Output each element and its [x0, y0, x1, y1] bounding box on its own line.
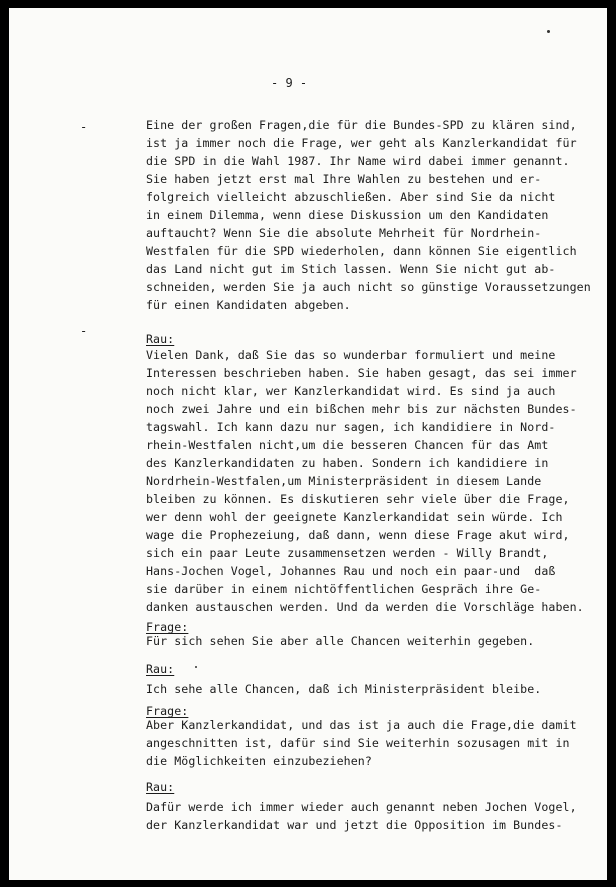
text-line: für einen Kandidaten abgeben. [146, 298, 351, 312]
page-number: - 9 - [271, 76, 308, 90]
text-line: das Land nicht gut im Stich lassen. Wenn Sie nicht gut ab- [146, 262, 556, 276]
text-line: danken austauschen werden. Und da werden die Vorschläge haben. [146, 600, 584, 614]
answer-3: Ich sehe alle Chancen, daß ich Ministerpräsident bleibe. [146, 682, 542, 696]
text-line: sich ein paar Leute zusammensetzen werden - Willy Brandt, [146, 546, 549, 560]
margin-mark: - [80, 120, 88, 134]
text-line: auftaucht? Wenn Sie die absolute Mehrheit für Nordrhein- [146, 226, 542, 240]
text-line: Dafür werde ich immer wieder auch genannt neben Jochen Vogel, [146, 800, 577, 814]
text-line: Nordrhein-Westfalen,um Ministerpräsident in diesem Lande [146, 474, 542, 488]
text-line: folgreich vielleicht abzuschließen. Aber sind Sie da nicht [146, 190, 556, 204]
scan-speck [195, 666, 197, 668]
margin-mark: - [80, 324, 88, 338]
text-line: sie darüber in einem nichtöffentlichen Gespräch ihre Ge- [146, 582, 542, 596]
text-line: Vielen Dank, daß Sie das so wunderbar formuliert und meine [146, 348, 556, 362]
text-line: in einem Dilemma, wenn diese Diskussion um den Kandidaten [146, 208, 549, 222]
text-line: Sie haben jetzt erst mal Ihre Wahlen zu bestehen und er- [146, 172, 542, 186]
text-line: wage die Prophezeiung, daß dann, wenn diese Frage akut wird, [146, 528, 570, 542]
text-line: der Kanzlerkandidat war und jetzt die Opposition im Bundes- [146, 818, 563, 832]
text-line: rhein-Westfalen nicht,um die besseren Chancen für das Amt [146, 438, 549, 452]
text-line: Eine der großen Fragen,die für die Bundes-SPD zu klären sind, [146, 118, 577, 132]
text-line: Hans-Jochen Vogel, Johannes Rau und noch ein paar-und daß [146, 564, 556, 578]
speaker-label: Frage: [146, 620, 189, 634]
text-line: bleiben zu können. Es diskutieren sehr viele über die Frage, [146, 492, 570, 506]
text-line: die SPD in die Wahl 1987. Ihr Name wird dabei immer genannt. [146, 154, 570, 168]
question-2: Für sich sehen Sie aber alle Chancen weiterhin gegeben. [146, 634, 535, 648]
text-line: angeschnitten ist, dafür sind Sie weiterhin sozusagen mit in [146, 736, 570, 750]
text-line: tagswahl. Ich kann dazu nur sagen, ich kandidiere in Nord- [146, 420, 556, 434]
speaker-label: Rau: [146, 662, 175, 676]
text-line: des Kanzlerkandidaten zu haben. Sondern ich kandidiere in [146, 456, 549, 470]
speaker-label: Rau: [146, 780, 175, 794]
text-line: noch nicht klar, wer Kanzlerkandidat wird. Es sind ja auch [146, 384, 556, 398]
text-line: wer denn wohl der geeignete Kanzlerkandidat sein würde. Ich [146, 510, 563, 524]
text-line: Westfalen für die SPD wiederholen, dann können Sie eigentlich [146, 244, 577, 258]
text-line: Aber Kanzlerkandidat, und das ist ja auch die Frage,die damit [146, 718, 577, 732]
text-line: ist ja immer noch die Frage, wer geht als Kanzlerkandidat für [146, 136, 577, 150]
speaker-label: Rau: [146, 332, 175, 346]
scan-speck [547, 30, 550, 33]
text-line: die Möglichkeiten einzubeziehen? [146, 754, 372, 768]
text-line: noch zwei Jahre und ein bißchen mehr bis zur nächsten Bundes- [146, 402, 577, 416]
speaker-label: Frage: [146, 704, 189, 718]
text-line: Interessen beschrieben haben. Sie haben gesagt, das sei immer [146, 366, 577, 380]
text-line: schneiden, werden Sie ja auch nicht so günstige Voraussetzungen [146, 280, 591, 294]
document-page [9, 8, 607, 880]
